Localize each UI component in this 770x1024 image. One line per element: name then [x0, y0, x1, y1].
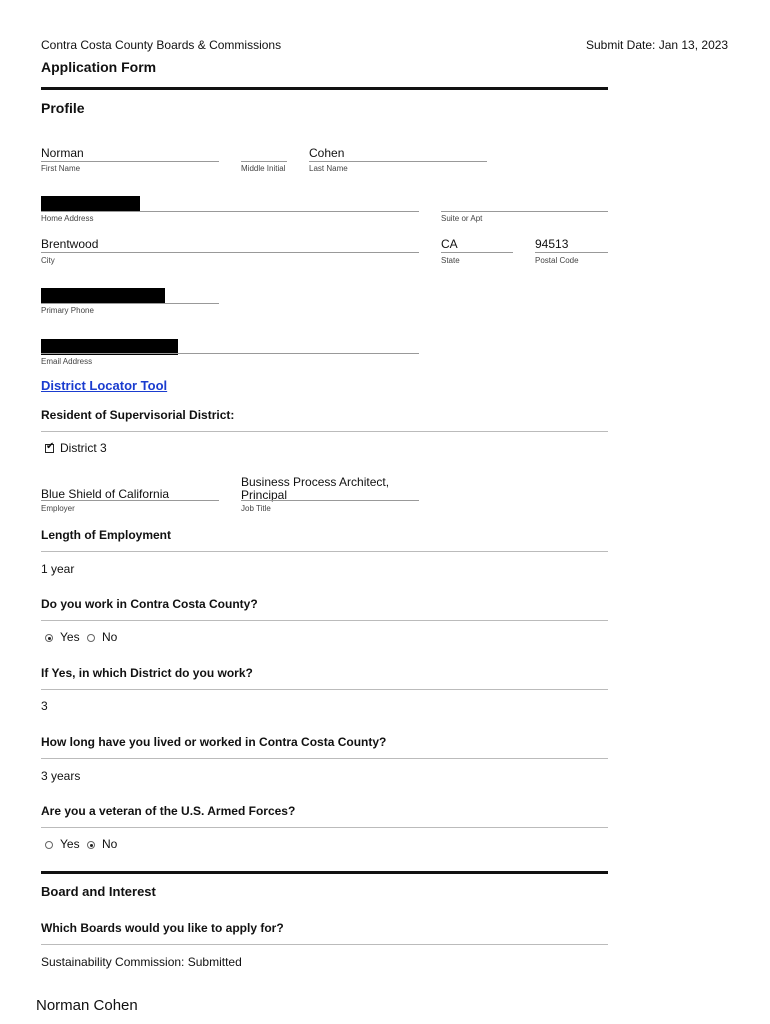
- postal-code-underline: [535, 252, 608, 253]
- length-question: Length of Employment: [41, 528, 171, 542]
- primary-phone-redaction: [41, 288, 165, 304]
- middle-initial-underline: [241, 161, 287, 162]
- question-divider: [41, 827, 608, 828]
- work-county-yes-label: Yes: [60, 630, 80, 644]
- veteran-yes-label: Yes: [60, 837, 80, 851]
- state-label: State: [441, 256, 460, 265]
- job-title-line1: Business Process Architect,: [241, 475, 390, 489]
- last-name-underline: [309, 161, 487, 162]
- question-divider: [41, 689, 608, 690]
- city-value: Brentwood: [41, 237, 99, 251]
- home-address-label: Home Address: [41, 214, 94, 223]
- section-divider: [41, 87, 608, 90]
- last-name-value: Cohen: [309, 146, 345, 160]
- work-county-yes-radio[interactable]: [45, 634, 53, 642]
- home-address-underline: [41, 211, 419, 212]
- district-value: District 3: [60, 441, 107, 455]
- length-answer: 1 year: [41, 562, 75, 576]
- job-title-label: Job Title: [241, 504, 271, 513]
- submit-date: Submit Date: Jan 13, 2023: [586, 38, 729, 52]
- postal-code-value: 94513: [535, 237, 569, 251]
- boards-section-title: Board and Interest: [41, 884, 156, 899]
- last-name-label: Last Name: [309, 164, 348, 173]
- email-label: Email Address: [41, 357, 93, 366]
- first-name-value: Norman: [41, 146, 84, 160]
- employer-label: Employer: [41, 504, 75, 513]
- question-divider: [41, 944, 608, 945]
- middle-initial-label: Middle Initial: [241, 164, 286, 173]
- home-address-redaction: [41, 196, 140, 212]
- form-title: Application Form: [41, 59, 157, 75]
- employer-value: Blue Shield of California: [41, 487, 170, 501]
- district-locator-link[interactable]: District Locator Tool: [41, 378, 168, 393]
- work-district-question: If Yes, in which District do you work?: [41, 666, 253, 680]
- city-label: City: [41, 256, 55, 265]
- work-district-answer: 3: [41, 699, 48, 713]
- primary-phone-label: Primary Phone: [41, 306, 94, 315]
- primary-phone-underline: [41, 303, 219, 304]
- employer-underline: [41, 500, 219, 501]
- lived-worked-answer: 3 years: [41, 769, 81, 783]
- suite-underline: [441, 211, 608, 212]
- section-divider: [41, 871, 608, 874]
- city-underline: [41, 252, 419, 253]
- veteran-no-radio[interactable]: [87, 841, 95, 849]
- veteran-no-label: No: [102, 837, 118, 851]
- postal-code-label: Postal Code: [535, 256, 579, 265]
- boards-answer: Sustainability Commission: Submitted: [41, 955, 242, 969]
- lived-worked-question: How long have you lived or worked in Contra Costa County?: [41, 735, 387, 749]
- job-title-line2: Principal: [241, 488, 288, 502]
- work-county-no-label: No: [102, 630, 118, 644]
- question-divider: [41, 620, 608, 621]
- org-name: Contra Costa County Boards & Commissions: [41, 38, 282, 52]
- job-title-underline: [241, 500, 419, 501]
- question-divider: [41, 551, 608, 552]
- work-county-no-radio[interactable]: [87, 634, 95, 642]
- check-icon: ✔: [46, 441, 55, 452]
- suite-label: Suite or Apt: [441, 214, 483, 223]
- footer-name: Norman Cohen: [36, 997, 138, 1014]
- first-name-underline: [41, 161, 219, 162]
- email-underline: [41, 353, 419, 354]
- state-value: CA: [441, 237, 458, 251]
- veteran-question: Are you a veteran of the U.S. Armed Forces?: [41, 804, 296, 818]
- district-checkbox[interactable]: [45, 441, 55, 453]
- state-underline: [441, 252, 513, 253]
- boards-question: Which Boards would you like to apply for?: [41, 921, 284, 935]
- question-divider: [41, 758, 608, 759]
- veteran-yes-radio[interactable]: [45, 841, 53, 849]
- question-divider: [41, 431, 608, 432]
- work-county-question: Do you work in Contra Costa County?: [41, 597, 258, 611]
- first-name-label: First Name: [41, 164, 81, 173]
- profile-section-title: Profile: [41, 100, 85, 116]
- district-question: Resident of Supervisorial District:: [41, 408, 235, 422]
